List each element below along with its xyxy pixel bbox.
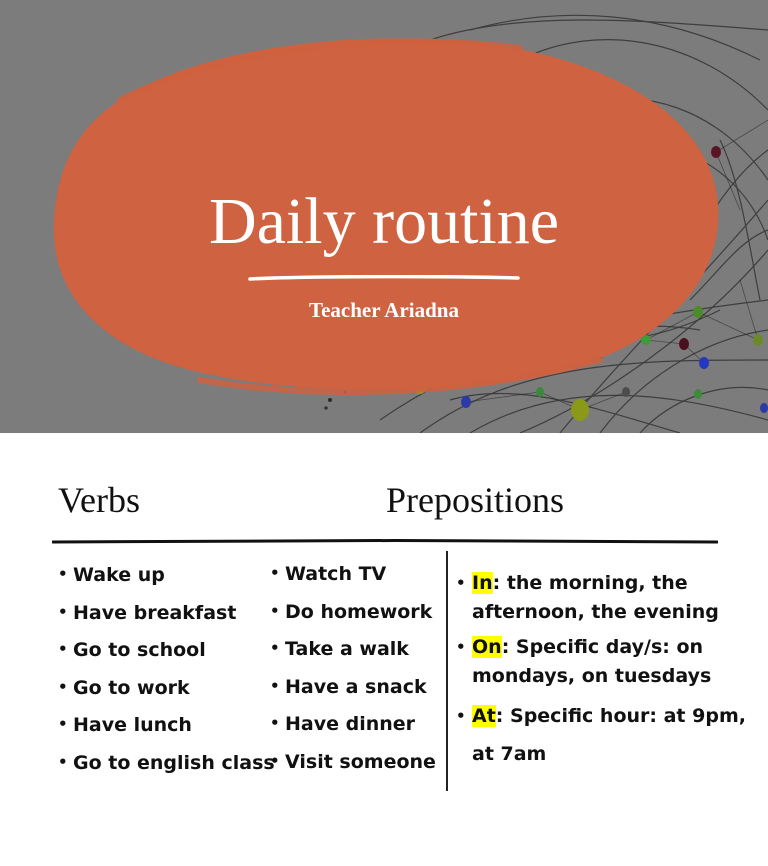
subtitle: Teacher Ariadna xyxy=(309,298,459,322)
list-item: • Visit someone xyxy=(270,751,436,789)
list-item: • Have a snack xyxy=(270,676,436,714)
preposition-text: : the morning, the afternoon, the evening xyxy=(472,572,719,623)
highlighted-word: In xyxy=(472,572,493,594)
preposition-on xyxy=(456,633,756,691)
title-underline xyxy=(248,275,520,281)
list-item: • Have lunch xyxy=(58,714,275,752)
horizontal-divider xyxy=(52,538,718,545)
content-slide xyxy=(0,433,768,866)
list-item: • Go to english class xyxy=(58,752,275,790)
list-item: • Have breakfast xyxy=(58,602,275,640)
page-title: Daily routine xyxy=(208,185,560,258)
vertical-divider xyxy=(446,551,448,791)
list-item: • Have dinner xyxy=(270,713,436,751)
list-item: • Take a walk xyxy=(270,638,436,676)
prepositions-heading: Prepositions xyxy=(386,480,565,520)
verbs-heading: Verbs xyxy=(58,480,140,520)
list-item: • Wake up xyxy=(58,564,275,602)
verbs-list-1 xyxy=(58,564,275,790)
preposition-text: : Specific day/s: on mondays, on tuesdays xyxy=(472,636,712,687)
verbs-list-2 xyxy=(270,563,436,789)
list-item: • Go to school xyxy=(58,639,275,677)
list-item: • Do homework xyxy=(270,601,436,639)
preposition-in xyxy=(456,569,756,627)
list-item: • Go to work xyxy=(58,677,275,715)
preposition-text: : Specific hour: at 9pm, at 7am xyxy=(472,705,746,765)
highlighted-word: On xyxy=(472,636,502,658)
prepositions-list xyxy=(456,569,756,779)
highlighted-word: At xyxy=(472,705,496,727)
list-item: • Watch TV xyxy=(270,563,436,601)
preposition-at xyxy=(456,697,756,773)
